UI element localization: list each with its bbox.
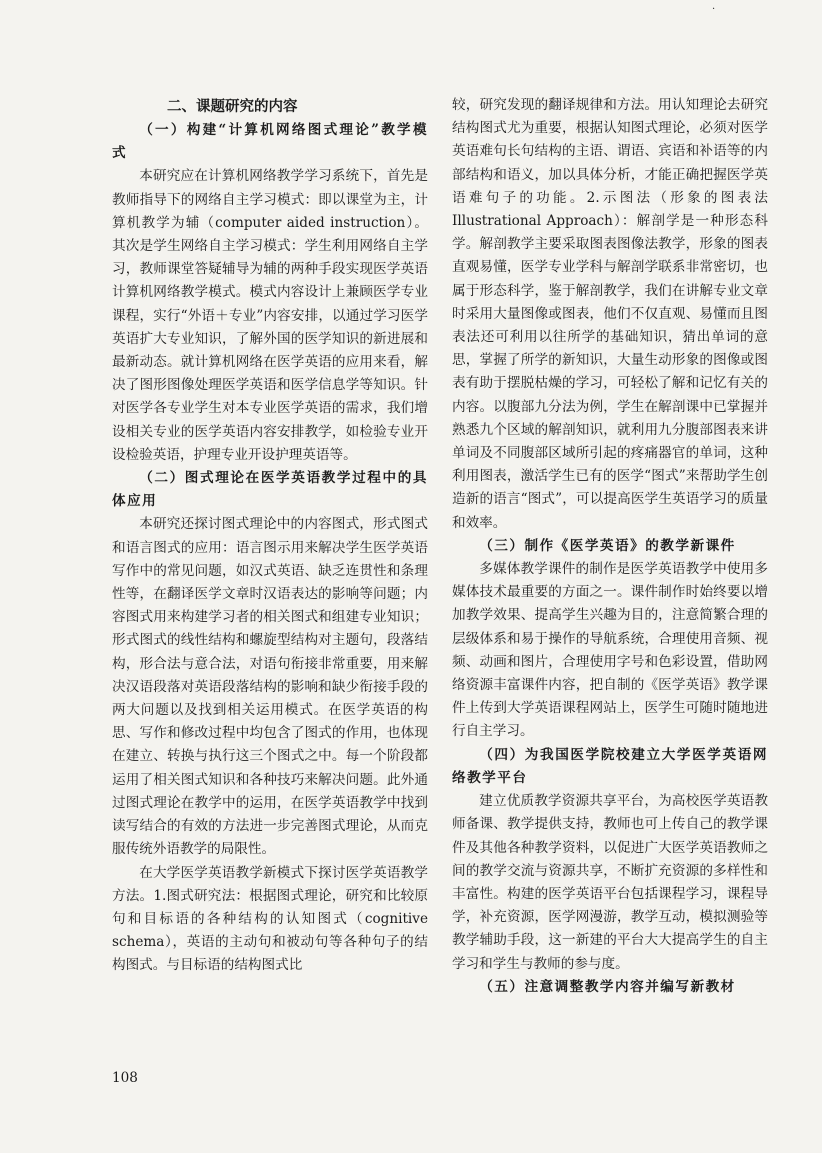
subheading-3: （三）制作《医学英语》的教学新课件 — [479, 537, 736, 554]
paragraph-1: 本研究应在计算机网络教学学习系统下，首先是教师指导下的网络自主学习模式：即以课堂为主，计算机教学为辅（computer aided instruction）。其次是学生网络自主学习模式：学生利用网络自主学习，教师课堂答疑辅导为辅的两种手段实现医学英语计算机网络教学模式。模式内容设计上兼顾医学专业课程，实行“外语＋专业”内容安排，以通过学习医学英语扩大专业知识，了解外国的医学知识的新进展和最新动态。就计算机网络在医学英语的应用来看，解决了图形图像处理医学英语和医学信息学等知识。针对医学各专业学生对本专业医学英语的需求，我们增设相关专业的医学英语内容安排教学，如检验专业开设检验英语，护理专业开设护理英语等。 — [112, 168, 428, 463]
paragraph-3: 在大学医学英语教学新模式下探讨医学英语教学方法。1.图式研究法：根据图式理论，研究和比较原句和目标语的各种结构的认知图式（cognitive schema），英语的主动句和被动句等各种句子的结构图式。与目标语的结构图式比 — [112, 864, 428, 974]
subheading-2: （二）图式理论在医学英语教学过程中的具体应用 — [112, 470, 428, 510]
corner-mark: · — [712, 4, 716, 15]
paragraph-2: 本研究还探讨图式理论中的内容图式，形式图式和语言图式的应用：语言图示用来解决学生医学英语写作中的常见问题，如汉式英语、缺乏连贯性和条理性等，在翻译医学文章时汉语表达的影响等问题；内容图式用来构建学习者的相关图式和组建专业知识；形式图式的线性结构和螺旋型结构对主题句，段落结构，形合法与意合法，对语句衔接非常重要，用来解决汉语段落对英语段落结构的影响和缺少衔接手段的两大问题以及找到相关运用模式。在医学英语的构思、写作和修改过程中均包含了图式的作用，也体现在建立、转换与执行这三个图式之中。每一个阶段都运用了相关图式知识和各种技巧来解决问题。此外通过图式理论在教学中的运用，在医学英语教学中找到读写结合的有效的方法进一步完善图式理论，从而克服传统外语教学的局限性。 — [112, 516, 428, 858]
left-column — [112, 96, 428, 978]
paragraph-5: 建立优质教学资源共享平台，为高校医学英语教师备课、教学提供支持，教师也可上传自己的教学课件及其他各种教学资料，以促进广大医学英语教师之间的教学交流与资源共享，不断扩充资源的多样性和丰富性。构建的医学英语平台包括课程学习，课程导学，补充资源，医学网漫游，教学互动，模拟测验等教学辅助手段，这一新建的平台大大提高学生的自主学习和学生与教师的参与度。 — [452, 793, 768, 972]
subheading-4: （四）为我国医学院校建立大学医学英语网络教学平台 — [452, 746, 768, 786]
subheading-1: （一）构建“计算机网络图式理论”教学模式 — [112, 122, 428, 162]
paragraph-4: 多媒体教学课件的制作是医学英语教学中使用多媒体技术最重要的方面之一。课件制作时始终要以增加教学效果、提高学生兴趣为目的，注意简繁合理的层级体系和易于操作的导航系统，合理使用音频、视频、动画和图片，合理使用字号和色彩设置，借助网络资源丰富课件内容，把自制的《医学英语》教学课件上传到大学英语课程网站上，医学生可随时随地进行自主学习。 — [452, 561, 768, 740]
paragraph-continued: 较，研究发现的翻译规律和方法。用认知理论去研究结构图式尤为重要，根据认知图式理论，必须对医学英语难句长句结构的主语、谓语、宾语和补语等的内部结构和语义，加以具体分析，才能正确把握医学英语难句子的功能。2.示图法（形象的图表法 Illustrational Approach）：解剖学是一种形态科学。解剖教学主要采取图表图像法教学，形象的图表直观易懂，医学专业学科与解剖学联系非常密切，也属于形态科学，鉴于解剖教学，我们在讲解专业文章时采用大量图像或图表，他们不仅直观、易懂而且图表法还可利用以往所学的基础知识，猜出单词的意思，掌握了所学的新知识，大量生动形象的图像或图表有助于摆脱枯燥的学习，可轻松了解和记忆有关的内容。以腹部九分法为例，学生在解剖课中已掌握并熟悉九个区域的解剖知识，就利用九分腹部图表来讲单词及不同腹部区域所引起的疼痛器官的单词，这种利用图表，激活学生已有的医学“图式”来帮助学生创造新的语言“图式”，可以提高医学生英语学习的质量和效率。 — [452, 97, 768, 531]
page-number: 108 — [112, 1070, 138, 1086]
subheading-5: （五）注意调整教学内容并编写新教材 — [479, 978, 736, 995]
section-title: 二、课题研究的内容 — [167, 99, 298, 115]
right-column — [452, 94, 768, 999]
